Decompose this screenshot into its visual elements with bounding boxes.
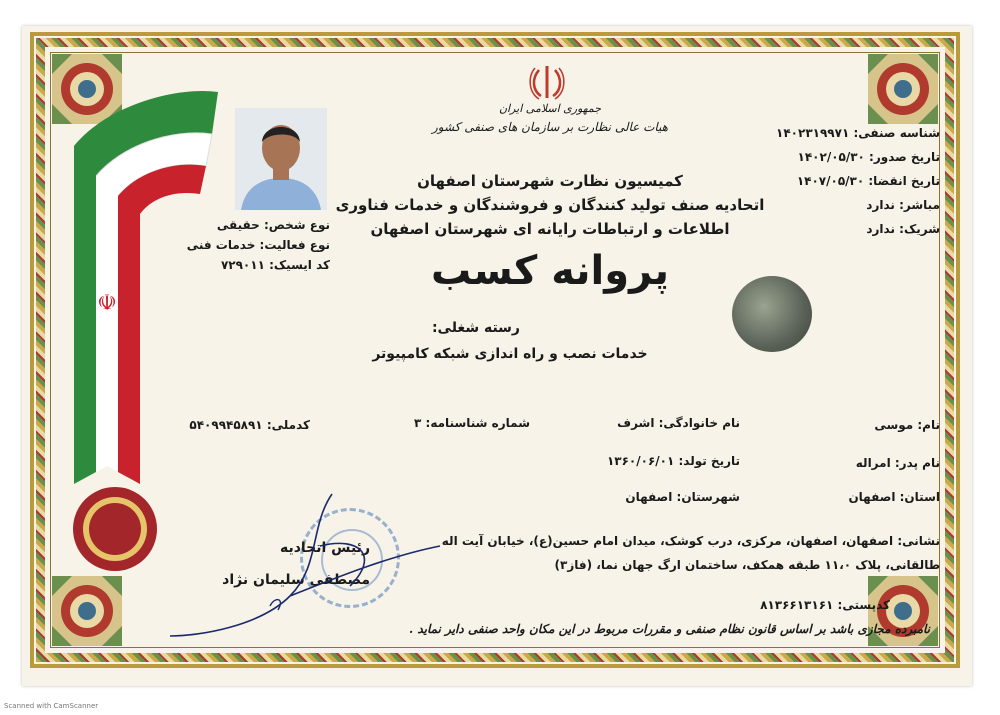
corner-ornament-top-right (868, 54, 938, 124)
signer-name: مصطفی سلیمان نژاد (222, 572, 370, 588)
occupation-value: خدمات نصب و راه اندازی شبکه کامپیوتر (372, 346, 648, 362)
address-line-2: طالقانی، پلاک ۱۱،۰ طبقه همکف، ساختمان ارگ جهان نما، (فاز۳) (554, 558, 940, 572)
commission-text: کمیسیون نظارت شهرستان اصفهان (417, 172, 683, 190)
iran-emblem-icon (526, 62, 568, 102)
birth-date: تاریخ تولد: ۱۳۶۰/۰۶/۰۱ (606, 454, 740, 468)
isic-code: کد ایسیک: ۷۲۹۰۱۱ (220, 258, 330, 272)
svg-text:☫: ☫ (97, 291, 117, 316)
owner-photo (235, 108, 327, 210)
union-line-2: اطلاعات و ارتباطات رایانه ای شهرستان اصفهان (370, 220, 730, 238)
id-number: شماره شناسنامه: ۳ (414, 416, 530, 430)
expiry-date: تاریخ انقضا: ۱۴۰۷/۰۵/۳۰ (796, 174, 940, 188)
activity-type: نوع فعالیت: خدمات فنی (186, 238, 330, 252)
postal-code: کدپستی: ۸۱۳۶۶۱۳۱۶۱ (760, 598, 890, 612)
family-name: نام خانوادگی: اشرف (617, 416, 740, 430)
province: استان: اصفهان (848, 490, 940, 504)
certificate-title: پروانه کسب (431, 248, 669, 294)
father-name: نام پدر: امراله (855, 456, 940, 470)
republic-text: جمهوری اسلامی ایران (498, 102, 602, 115)
manager: مباشر: ندارد (866, 198, 940, 212)
corner-ornament-bottom-left (52, 576, 122, 646)
city: شهرستان: اصفهان (625, 490, 740, 504)
issue-date: تاریخ صدور: ۱۴۰۲/۰۵/۳۰ (797, 150, 940, 164)
address-line-1: نشانی: اصفهان، اصفهان، مرکزی، درب کوشک، میدان امام حسین(ع)، خیابان آیت اله (441, 534, 940, 548)
signer-role: رئیس اتحادیه (279, 540, 370, 556)
board-text: هیات عالی نظارت بر سازمان های صنفی کشور (431, 120, 669, 134)
occupation-label: رسته شغلی: (431, 320, 520, 336)
hologram-sticker (732, 276, 812, 352)
ministry-seal (70, 484, 160, 574)
person-type: نوع شخص: حقیقی (216, 218, 330, 232)
union-line-1: اتحادیه صنف تولید کنندگان و فروشندگان و خدمات فناوری (335, 196, 765, 214)
flag-ribbon (66, 86, 226, 496)
national-code: کدملی: ۵۴۰۹۹۴۵۸۹۱ (189, 418, 310, 432)
first-name: نام: موسی (874, 418, 940, 432)
partner: شریک: ندارد (866, 222, 940, 236)
guild-id: شناسه صنفی: ۱۴۰۲۳۱۹۹۷۱ (776, 126, 940, 140)
footer-note: نامبرده مجازی باشد بر اساس قانون نظام صنفی و مقررات مربوط در این مکان واحد صنفی دایر نماید . (408, 622, 930, 636)
scanner-mark: Scanned with CamScanner (4, 702, 99, 710)
